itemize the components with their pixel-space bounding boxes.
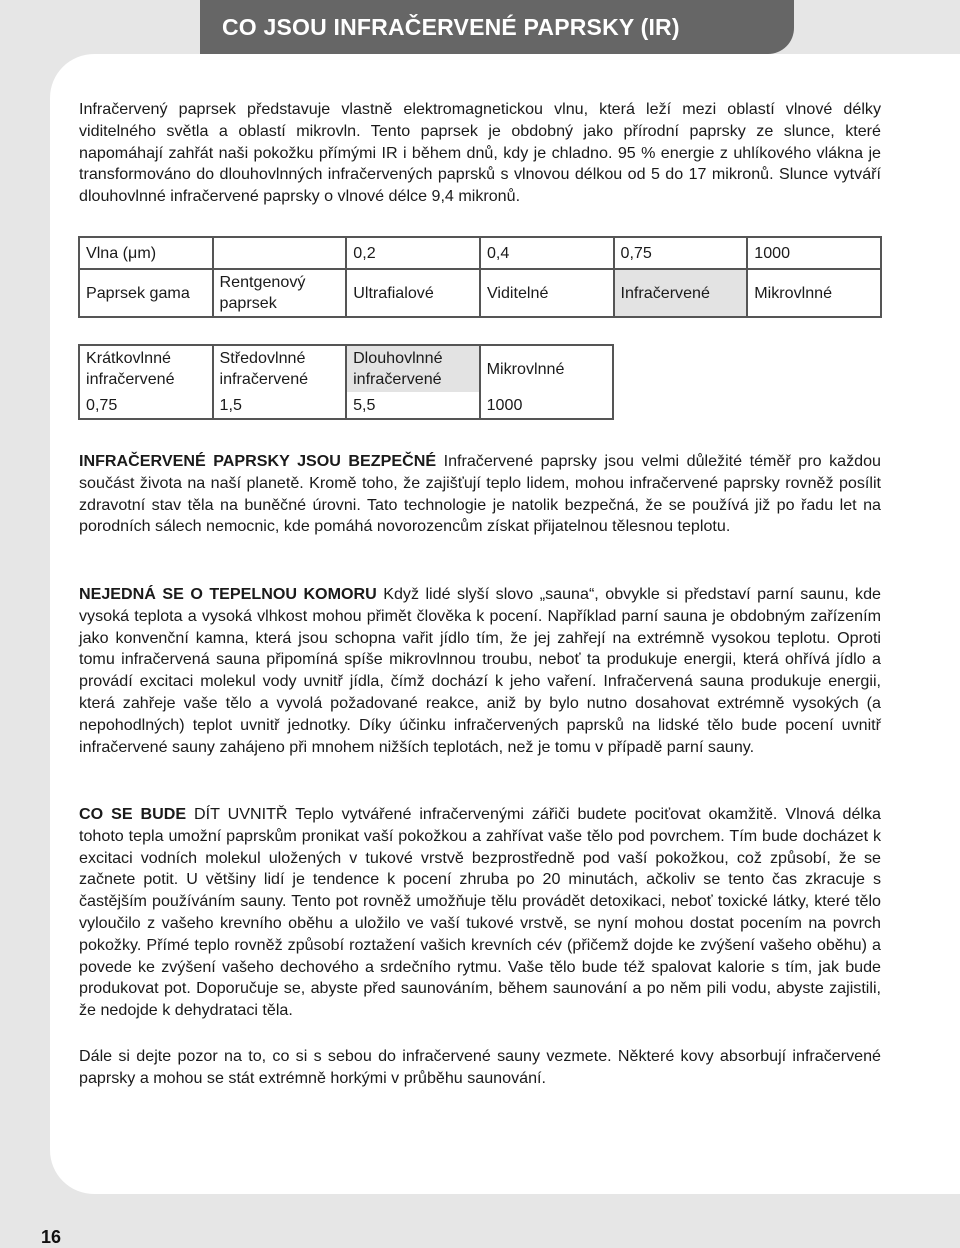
table-row [79, 269, 881, 317]
section-text: Když lidé slyší slovo „sauna“, obvykle si představí parní saunu, kde vysoká teplota a vysoká vlhkost mohou přimět člověka k pocení. Například parní sauna je obdobným zařízením jako konvenční kamna, která jsou schopna vařit jídlo tím, že jej zahřejí na extrémně vysokou teplotu. Oproti tomu infračervená sauna připomíná spíše mikrovlnnou troubu, neboť ta produkuje energii, která ohřívá jídlo a provádí excitaci molekul vody uvnitř jídla, čímž dochází k jeho vaření. Infračervená sauna produkuje energii, která zahřeje vaše tělo a vyvolá požadované reakce, aniž by bylo nutno dosahovat extrémně vysokých (a nepohodlných) teplot uvnitř jednotky. Díky účinku infračervených paprsků na lidské tělo bude pocení uvnitř infračervené sauny zahájeno při mnohem nižších teplotách, než je tomu v případě parní sauny. [79, 585, 881, 756]
page-number: 16 [41, 1227, 62, 1247]
section-sauna [79, 584, 881, 758]
wavelength-table [78, 236, 882, 318]
table-row [79, 392, 613, 419]
table-cell: 5,5 [346, 392, 480, 419]
table-cell-highlight: Dlouhovlnné infračervené [346, 345, 480, 392]
table-cell: 0,2 [346, 237, 480, 269]
header-bar-left [0, 0, 200, 54]
table-cell: 0,75 [79, 392, 213, 419]
table-cell: Vlna (μm) [79, 237, 213, 269]
section-safe [79, 451, 881, 538]
page-title: CO JSOU INFRAČERVENÉ PAPRSKY (IR) [222, 14, 680, 40]
section-bring: Dále si dejte pozor na to, co si s sebou do infračervené sauny vezmete. Některé kovy absorbují infračervené paprsky a mohou se stát extrémně horkými v průběhu saunování. [79, 1047, 881, 1087]
table-cell [213, 237, 347, 269]
table-cell: 1000 [480, 392, 613, 419]
table-cell-highlight: Infračervené [614, 269, 748, 317]
table-row [79, 345, 613, 392]
table-cell: Středovlnné infračervené [213, 345, 347, 392]
table-cell: Paprsek gama [79, 269, 213, 317]
section-text: DÍT UVNITŘ Teplo vytvářené infračervenými zářiči budete pociťovat okamžitě. Vlnová délka tohoto tepla umožní paprskům pronikat vaší pokožkou a zahřívat vaše tělo pod povrchem. Tím bude docházet k excitaci vodních molekul uložených v tukové vrstvě bezprostředně pod vaší pokožkou, což způsobí, že se začnete potit. U většiny lidí je tendence k pocení zhruba po 20 minutách, ačkoliv se tento čas zkracuje s častějším používáním sauny. Tento pot rovněž umožňuje tělu provádět detoxikaci, neboť toxické látky, které tělo vyloučilo z vašeho krevního oběhu a uložilo ve vaší tukové vrstvě, se nyní mohou dostat pocením na povrch pokožky. Přímé teplo rovněž způsobí roztažení vašich krevních cév (přičemž dojde ke zvýšení vašeho oběhu) a povede ke zvýšení vašeho dechového a srdečního rytmu. Vaše tělo bude též spalovat kalorie s tím, jak bude produkovat pot. Doporučuje se, abyste před saunováním, během saunování a po něm pili vodu, abyste zajistili, že nedojde k dehydrataci těla. [79, 805, 881, 1020]
table-cell: 1,5 [213, 392, 347, 419]
table-cell: Mikrovlnné [480, 345, 613, 392]
table-cell: Viditelné [480, 269, 614, 317]
table-cell: Mikrovlnné [747, 269, 881, 317]
table-cell: 1000 [747, 237, 881, 269]
table-cell: Ultrafialové [346, 269, 480, 317]
intro-paragraph: Infračervený paprsek představuje vlastně elektromagnetickou vlnu, která leží mezi oblastí vlnové délky viditelného světla a oblastí mikrovln. Tento paprsek je obdobný jako přírodní paprsky ze slunce, které napomáhají zahřát naši pokožku přímými IR i během dnů, kdy je chladno. 95 % energie z uhlíkového vlákna je transformováno do dlouhovlnných infračervených paprsků s vlnovou délkou od 5 do 17 mikronů. Slunce vytváří dlouhovlnné infračervené paprsky o vlnové délce 9,4 mikronů. [79, 100, 881, 206]
table-cell: Krátkovlnné infračervené [79, 345, 213, 392]
table-cell: 0,4 [480, 237, 614, 269]
infrared-bands-table [78, 344, 614, 420]
section-heading: CO SE BUDE [79, 805, 187, 823]
table-cell: Rentgenový paprsek [213, 269, 347, 317]
section-text: Infračervené paprsky jsou velmi důležité téměř pro každou součást života na naší planetě. Kromě toho, že zajišťují teplo lidem, mohou infračervené paprsky rovněž posílit zdravotní stav těla na buněčné úrovni. Tato technologie je natolik bezpečná, že se používá již po řadu let na porodních sálech nemocnic, kde pomáhá novorozencům získat přijatelnou tělesnou teplotu. [79, 452, 881, 536]
table-cell: 0,75 [614, 237, 748, 269]
section-heading: INFRAČERVENÉ PAPRSKY JSOU BEZPEČNÉ [79, 452, 437, 470]
section-inside [79, 804, 881, 1022]
table-row [79, 237, 881, 269]
section-heading: NEJEDNÁ SE O TEPELNOU KOMORU [79, 585, 377, 603]
